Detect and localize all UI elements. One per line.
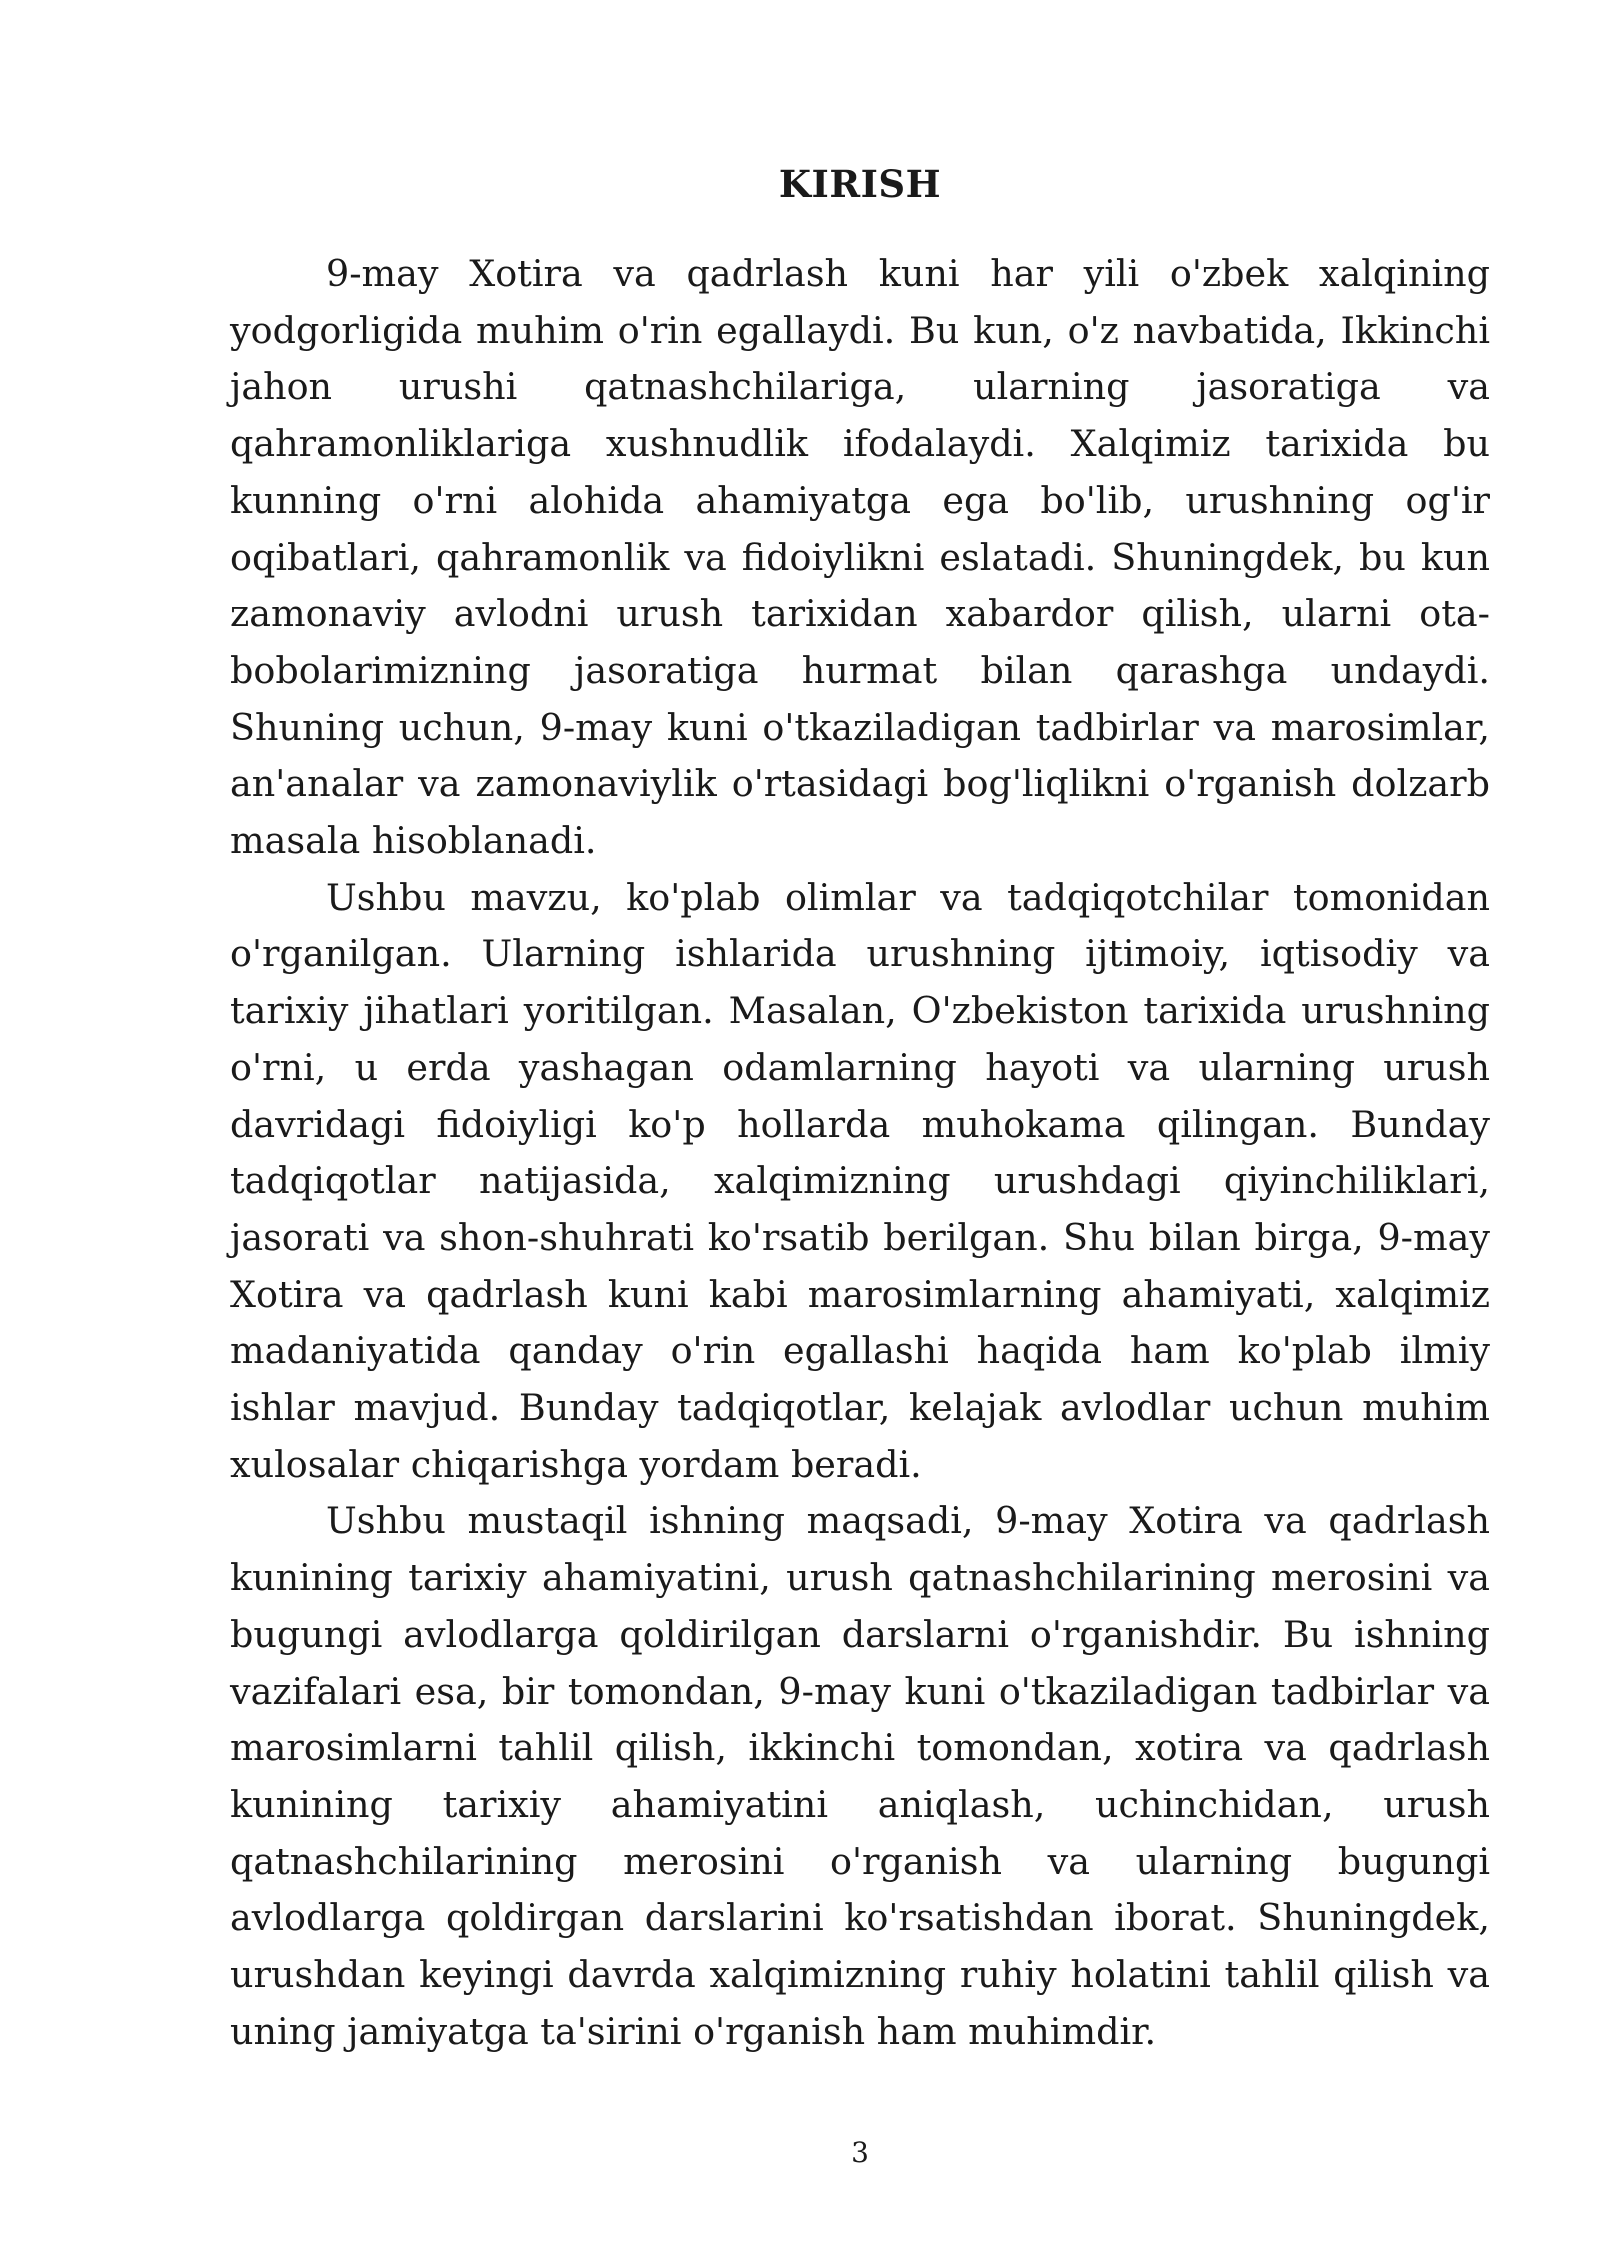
section-heading: KIRISH — [778, 162, 942, 206]
paragraph-literature-review: Ushbu mavzu, ko'plab olimlar va tadqiqotchilar tomonidan o'rganilgan. Ularning ishlarida urushning ijtimoiy, iqtisodiy va tarixiy jihatlari yoritilgan. Masalan, O'zbekiston tarixida urushning o'rni, u erda yashagan odamlarning hayoti va ularning urush davridagi fidoiyligi ko'p hollarda muhokama qilingan. Bunday tadqiqotlar natijasida, xalqimizning urushdagi qiyinchiliklari, jasorati va shon-shuhrati ko'rsatib berilgan. Shu bilan birga, 9-may Xotira va qadrlash kuni kabi marosimlarning ahamiyati, xalqimiz madaniyatida qanday o'rin egallashi haqida ham ko'plab ilmiy ishlar mavjud. Bunday tadqiqotlar, kelajak avlodlar uchun muhim xulosalar chiqarishga yordam beradi. — [230, 875, 1490, 1486]
paragraph-intro: 9-may Xotira va qadrlash kuni har yili o'zbek xalqining yodgorligida muhim o'rin egallaydi. Bu kun, o'z navbatida, Ikkinchi jahon urushi qatnashchilariga, ularning jasoratiga va qahramonliklariga xushnudlik ifodalaydi. Xalqimiz tarixida bu kunning o'rni alohida ahamiyatga ega bo'lib, urushning og'ir oqibatlari, qahramonlik va fidoiylikni eslatadi. Shuningdek, bu kun zamonaviy avlodni urush tarixidan xabardor qilish, ularni ota-bobolarimizning jasoratiga hurmat bilan qarashga undaydi. Shuning uchun, 9-may kuni o'tkaziladigan tadbirlar va marosimlar, an'analar va zamonaviylik o'rtasidagi bog'liqlikni o'rganish dolzarb masala hisoblanadi. — [230, 252, 1490, 863]
paragraph-goals: Ushbu mustaqil ishning maqsadi, 9-may Xotira va qadrlash kunining tarixiy ahamiyatini, urush qatnashchilarining merosini va bugungi avlodlarga qoldirilgan darslarni o'rganishdir. Bu ishning vazifalari esa, bir tomondan, 9-may kuni o'tkaziladigan tadbirlar va marosimlarni tahlil qilish, ikkinchi tomondan, xotira va qadrlash kunining tarixiy ahamiyatini aniqlash, uchinchidan, urush qatnashchilarining merosini o'rganish va ularning bugungi avlodlarga qoldirgan darslarini ko'rsatishdan iborat. Shuningdek, urushdan keyingi davrda xalqimizning ruhiy holatini tahlil qilish va uning jamiyatga ta'sirini o'rganish ham muhimdir. — [230, 1499, 1490, 2053]
body-text — [230, 246, 1490, 2061]
page-number: 3 — [851, 2136, 869, 2169]
